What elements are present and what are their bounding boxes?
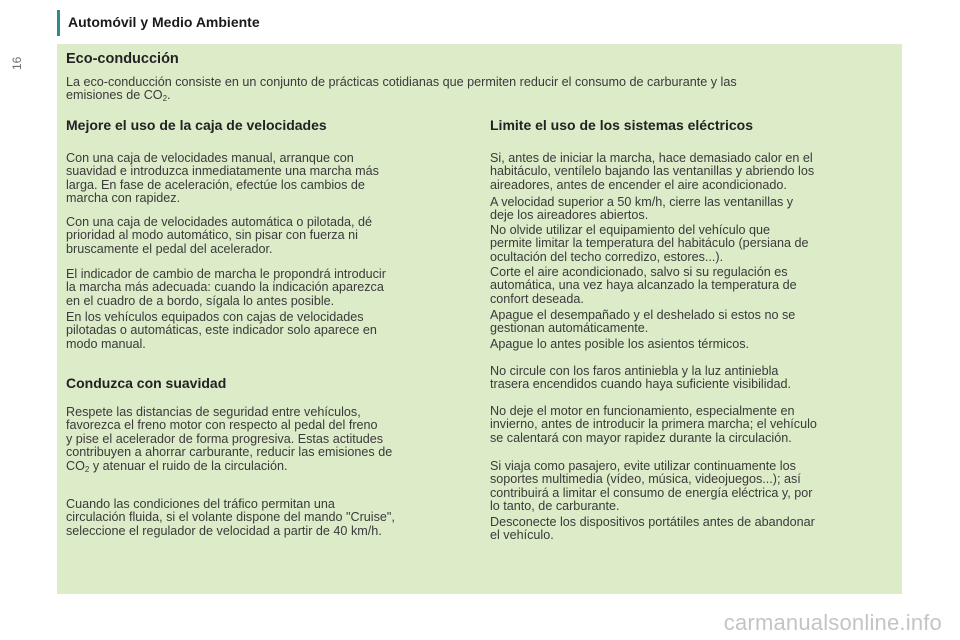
gearbox-paragraph-2: Con una caja de velocidades automática o pilotada, dé prioridad al modo automático, sin pisar con fuerza ni bruscamente el pedal del acelerador. [66, 215, 372, 256]
smooth-driving-paragraph-2: Cuando las condiciones del tráfico permitan una circulación fluida, si el volante dispone del mando "Cruise", seleccione el regulador de velocidad a partir de 40 km/h. [66, 497, 395, 538]
smooth-driving-title: Conduzca con suavidad [66, 375, 227, 391]
electrical-paragraph-1: Si, antes de iniciar la marcha, hace demasiado calor en el habitáculo, ventílelo bajando las ventanillas y abriendo los aireadores, antes de encender el aire acondicionado. [490, 151, 815, 192]
electrical-title: Limite el uso de los sistemas eléctricos [490, 117, 753, 133]
electrical-paragraph-5: Apague el desempañado y el deshelado si estos no se gestionan automáticamente. [490, 308, 796, 336]
header-accent-bar [57, 10, 60, 36]
electrical-paragraph-7: No circule con los faros antiniebla y la luz antiniebla trasera encendidos cuando haya suficiente visibilidad. [490, 364, 792, 392]
electrical-paragraph-6: Apague lo antes posible los asientos térmicos. [490, 337, 750, 351]
eco-intro-text: La eco-conducción consiste en un conjunto de prácticas cotidianas que permiten reducir el consumo de carburante y las emisiones de $CO_2$. [66, 75, 737, 104]
electrical-paragraph-8: No deje el motor en funcionamiento, especialmente en invierno, antes de introducir la primera marcha; el vehículo se calentará con mayor rapidez durante la circulación. [490, 404, 817, 445]
section-header-title: Automóvil y Medio Ambiente [68, 14, 260, 30]
electrical-paragraph-2: A velocidad superior a 50 km/h, cierre las ventanillas y deje los aireadores abiertos. [490, 195, 794, 223]
gearbox-title: Mejore el uso de la caja de velocidades [66, 117, 327, 133]
electrical-paragraph-10: Desconecte los dispositivos portátiles antes de abandonar el vehículo. [490, 515, 815, 543]
gearbox-paragraph-3: El indicador de cambio de marcha le propondrá introducir la marcha más adecuada: cuando la indicación aparezca en el cuadro de a bordo, sígala lo antes posible. [66, 267, 386, 308]
page-number: 16 [10, 56, 24, 70]
gearbox-paragraph-1: Con una caja de velocidades manual, arranque con suavidad e introduzca inmediatamente una marcha más larga. En fase de aceleración, efectúe los cambios de marcha con rapidez. [66, 151, 379, 206]
eco-title: Eco-conducción [66, 51, 179, 67]
smooth-driving-paragraph-1: Respete las distancias de seguridad entre vehículos, favorezca el freno motor con respecto al pedal del freno y pise el acelerador de forma progresiva. Estas actitudes contribuyen a ahorrar carburante, reducir las emisiones de $CO_2$ y atenuar el ruido de la circulación. [66, 405, 393, 474]
electrical-paragraph-4: Corte el aire acondicionado, salvo si su regulación es automática, una vez haya alcanzado la temperatura de confort deseada. [490, 265, 797, 306]
watermark-text: carmanualsonline.info [723, 610, 942, 635]
electrical-paragraph-9: Si viaja como pasajero, evite utilizar continuamente los soportes multimedia (vídeo, música, videojuegos...); así contribuirá a limitar el consumo de energía eléctrica y, por lo tanto, de carburante. [490, 459, 813, 514]
electrical-paragraph-3: No olvide utilizar el equipamiento del vehículo que permite limitar la temperatura del habitáculo (persiana de ocultación del techo corredizo, estores...). [490, 223, 809, 264]
gearbox-paragraph-4: En los vehículos equipados con cajas de velocidades pilotadas o automáticas, este indicador solo aparece en modo manual. [66, 310, 377, 351]
